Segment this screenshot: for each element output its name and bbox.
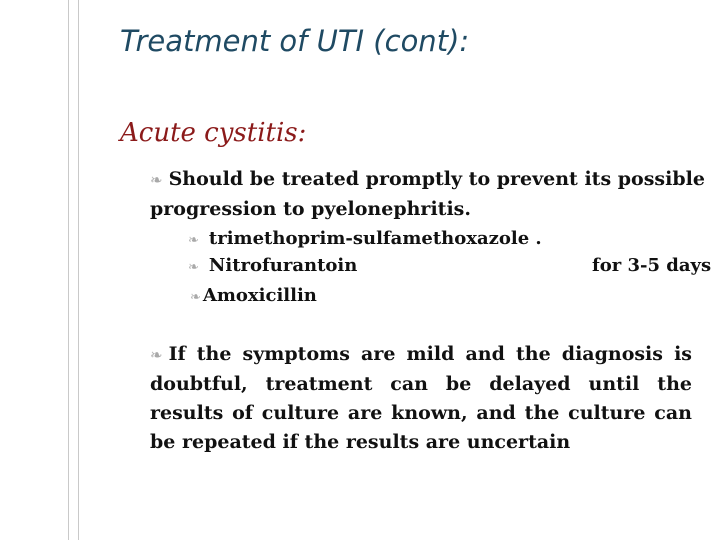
drug-item-nitrofurantoin [188, 254, 357, 280]
drug-name: trimethoprim-sulfamethoxazole . [208, 228, 542, 249]
drug-item-amoxicillin [190, 284, 317, 310]
drug-name: Nitrofurantoin [208, 255, 358, 276]
bullet-text: Should be treated promptly to prevent its possible progression to pyelonephritis. [150, 168, 705, 220]
drug-name: Amoxicillin [202, 285, 317, 306]
slide-title: Treatment of UTI (cont): [120, 24, 470, 58]
bullet-item-treatment [150, 165, 710, 224]
section-heading: Acute cystitis: [120, 118, 307, 148]
scroll-bullet-icon: ❧ [190, 290, 201, 305]
scroll-bullet-icon: ❧ [188, 260, 199, 275]
bullet-item-delay [150, 340, 692, 457]
left-margin-line [68, 0, 69, 540]
scroll-bullet-icon: ❧ [188, 233, 199, 248]
left-margin-line-inner [78, 0, 79, 540]
drug-item-tmp-smx [188, 227, 542, 253]
scroll-bullet-icon: ❧ [150, 346, 163, 364]
bullet-text: If the symptoms are mild and the diagnosis is doubtful, treatment can be delayed until the results of culture are known, and the culture can be repeated if the results are uncertain [150, 343, 692, 453]
scroll-bullet-icon: ❧ [150, 171, 163, 189]
duration-note: for 3-5 days [592, 255, 712, 276]
